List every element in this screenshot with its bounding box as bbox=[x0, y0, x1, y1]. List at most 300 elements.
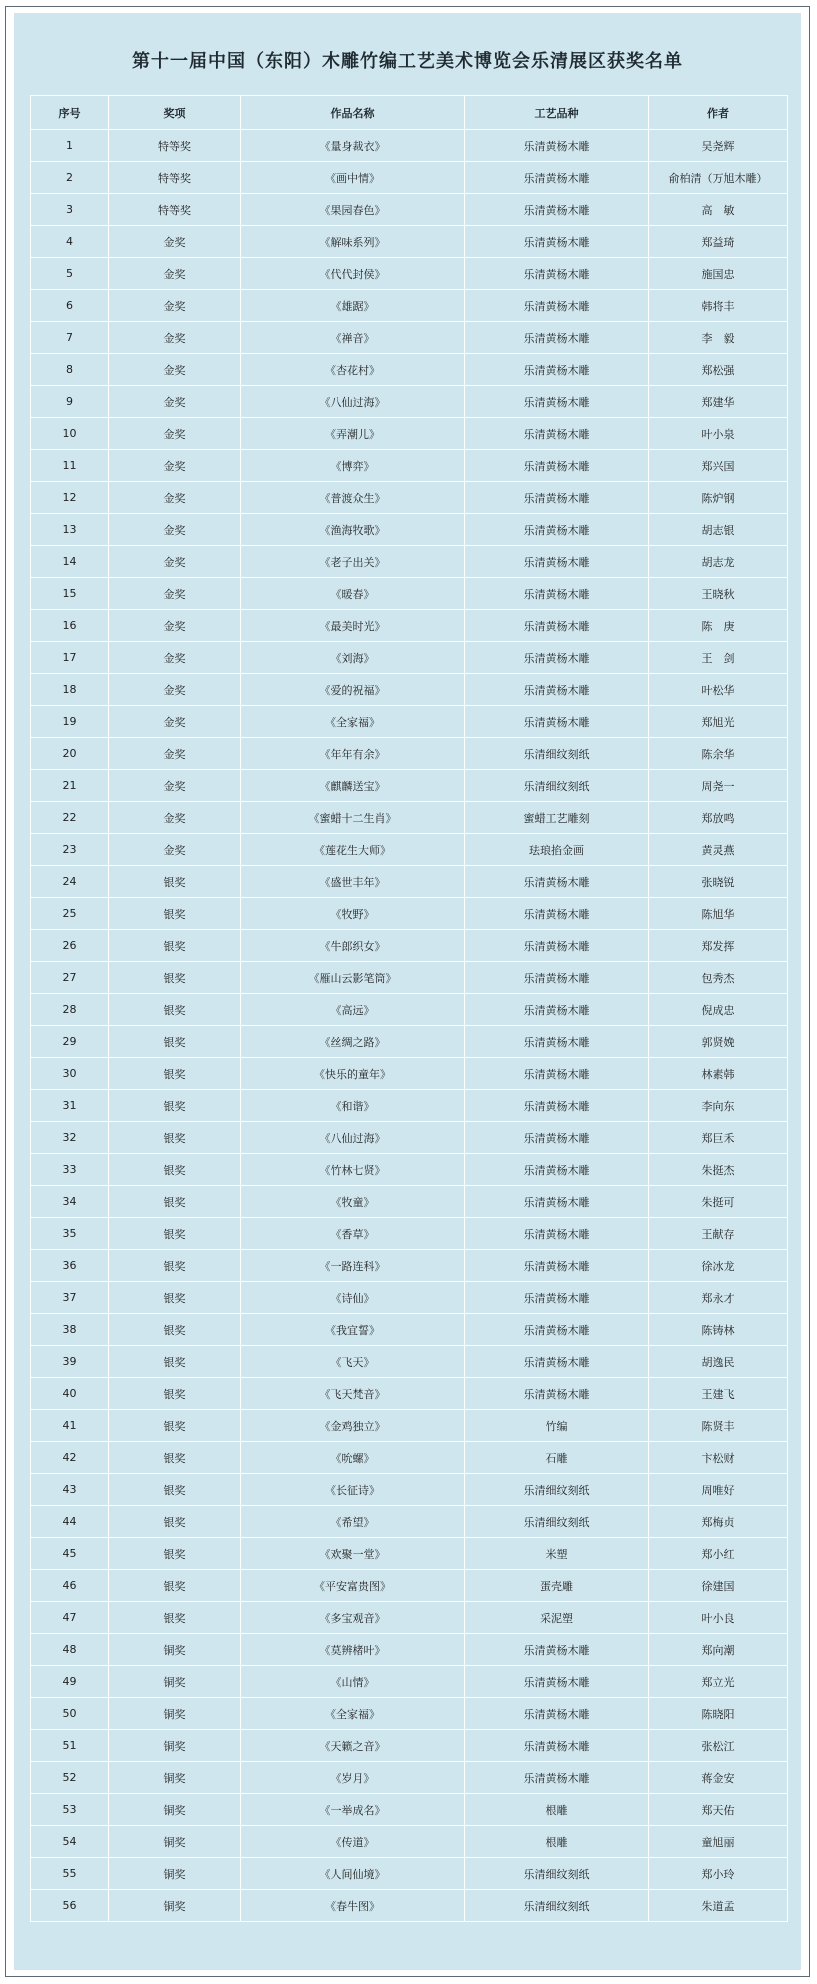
cell-award: 金奖 bbox=[109, 706, 241, 738]
cell-work-title: 《禅音》 bbox=[241, 322, 465, 354]
table-row bbox=[31, 1890, 788, 1922]
cell-index: 17 bbox=[31, 642, 109, 674]
cell-author: 郑小玲 bbox=[649, 1858, 788, 1890]
cell-author: 周尧一 bbox=[649, 770, 788, 802]
cell-work-title: 《多宝观音》 bbox=[241, 1602, 465, 1634]
cell-craft-type: 乐清黄杨木雕 bbox=[465, 1634, 649, 1666]
cell-index: 42 bbox=[31, 1442, 109, 1474]
cell-award: 银奖 bbox=[109, 1250, 241, 1282]
cell-award: 金奖 bbox=[109, 578, 241, 610]
cell-index: 27 bbox=[31, 962, 109, 994]
cell-award: 银奖 bbox=[109, 1090, 241, 1122]
header-award: 奖项 bbox=[109, 96, 241, 130]
cell-author: 郑放鸣 bbox=[649, 802, 788, 834]
cell-work-title: 《和谐》 bbox=[241, 1090, 465, 1122]
cell-index: 31 bbox=[31, 1090, 109, 1122]
table-row bbox=[31, 1218, 788, 1250]
table-row bbox=[31, 1346, 788, 1378]
cell-work-title: 《春牛图》 bbox=[241, 1890, 465, 1922]
cell-author: 郑发挥 bbox=[649, 930, 788, 962]
table-row bbox=[31, 962, 788, 994]
table-row bbox=[31, 1858, 788, 1890]
table-row bbox=[31, 642, 788, 674]
cell-craft-type: 根雕 bbox=[465, 1794, 649, 1826]
table-header-row bbox=[31, 96, 788, 130]
cell-work-title: 《麒麟送宝》 bbox=[241, 770, 465, 802]
cell-work-title: 《八仙过海》 bbox=[241, 386, 465, 418]
cell-author: 张松江 bbox=[649, 1730, 788, 1762]
awards-table bbox=[30, 95, 788, 1922]
cell-craft-type: 乐清黄杨木雕 bbox=[465, 1250, 649, 1282]
cell-award: 银奖 bbox=[109, 866, 241, 898]
cell-award: 银奖 bbox=[109, 1282, 241, 1314]
cell-work-title: 《希望》 bbox=[241, 1506, 465, 1538]
cell-award: 铜奖 bbox=[109, 1826, 241, 1858]
cell-author: 朱道孟 bbox=[649, 1890, 788, 1922]
cell-work-title: 《雄踞》 bbox=[241, 290, 465, 322]
cell-craft-type: 乐清黄杨木雕 bbox=[465, 1666, 649, 1698]
cell-award: 银奖 bbox=[109, 1602, 241, 1634]
cell-work-title: 《香草》 bbox=[241, 1218, 465, 1250]
cell-work-title: 《蜜蜡十二生肖》 bbox=[241, 802, 465, 834]
cell-author: 高 敏 bbox=[649, 194, 788, 226]
cell-work-title: 《牛郎织女》 bbox=[241, 930, 465, 962]
cell-work-title: 《快乐的童年》 bbox=[241, 1058, 465, 1090]
cell-award: 金奖 bbox=[109, 802, 241, 834]
cell-award: 金奖 bbox=[109, 386, 241, 418]
cell-author: 郑益琦 bbox=[649, 226, 788, 258]
cell-author: 朱挺可 bbox=[649, 1186, 788, 1218]
cell-craft-type: 乐清黄杨木雕 bbox=[465, 322, 649, 354]
table-row bbox=[31, 1442, 788, 1474]
cell-author: 郑松强 bbox=[649, 354, 788, 386]
cell-author: 陈 庚 bbox=[649, 610, 788, 642]
cell-work-title: 《盛世丰年》 bbox=[241, 866, 465, 898]
table-row bbox=[31, 354, 788, 386]
cell-index: 30 bbox=[31, 1058, 109, 1090]
cell-work-title: 《牧野》 bbox=[241, 898, 465, 930]
cell-craft-type: 乐清黄杨木雕 bbox=[465, 578, 649, 610]
cell-craft-type: 乐清黄杨木雕 bbox=[465, 290, 649, 322]
table-row bbox=[31, 194, 788, 226]
cell-work-title: 《一举成名》 bbox=[241, 1794, 465, 1826]
cell-craft-type: 乐清细纹刻纸 bbox=[465, 1506, 649, 1538]
cell-author: 王晓秋 bbox=[649, 578, 788, 610]
table-row bbox=[31, 322, 788, 354]
cell-craft-type: 乐清黄杨木雕 bbox=[465, 610, 649, 642]
cell-author: 包秀杰 bbox=[649, 962, 788, 994]
table-row bbox=[31, 1698, 788, 1730]
cell-craft-type: 乐清黄杨木雕 bbox=[465, 642, 649, 674]
table-row bbox=[31, 1602, 788, 1634]
table-row bbox=[31, 770, 788, 802]
cell-craft-type: 乐清黄杨木雕 bbox=[465, 418, 649, 450]
table-row bbox=[31, 1730, 788, 1762]
cell-author: 韩将丰 bbox=[649, 290, 788, 322]
cell-craft-type: 乐清黄杨木雕 bbox=[465, 1698, 649, 1730]
cell-index: 29 bbox=[31, 1026, 109, 1058]
cell-work-title: 《人间仙境》 bbox=[241, 1858, 465, 1890]
cell-award: 特等奖 bbox=[109, 194, 241, 226]
cell-index: 47 bbox=[31, 1602, 109, 1634]
cell-craft-type: 乐清细纹刻纸 bbox=[465, 1890, 649, 1922]
cell-author: 徐冰龙 bbox=[649, 1250, 788, 1282]
cell-craft-type: 乐清黄杨木雕 bbox=[465, 546, 649, 578]
cell-award: 金奖 bbox=[109, 738, 241, 770]
cell-index: 8 bbox=[31, 354, 109, 386]
cell-index: 22 bbox=[31, 802, 109, 834]
cell-work-title: 《金鸡独立》 bbox=[241, 1410, 465, 1442]
table-row bbox=[31, 1378, 788, 1410]
cell-craft-type: 蛋壳雕 bbox=[465, 1570, 649, 1602]
cell-author: 陈晓阳 bbox=[649, 1698, 788, 1730]
cell-index: 19 bbox=[31, 706, 109, 738]
cell-award: 金奖 bbox=[109, 514, 241, 546]
table-row bbox=[31, 898, 788, 930]
cell-craft-type: 乐清黄杨木雕 bbox=[465, 1346, 649, 1378]
table-row bbox=[31, 1506, 788, 1538]
cell-craft-type: 乐清黄杨木雕 bbox=[465, 514, 649, 546]
cell-author: 胡志龙 bbox=[649, 546, 788, 578]
cell-award: 银奖 bbox=[109, 1570, 241, 1602]
cell-author: 朱挺杰 bbox=[649, 1154, 788, 1186]
cell-index: 2 bbox=[31, 162, 109, 194]
cell-work-title: 《欢聚一堂》 bbox=[241, 1538, 465, 1570]
cell-index: 26 bbox=[31, 930, 109, 962]
cell-award: 银奖 bbox=[109, 898, 241, 930]
table-row bbox=[31, 610, 788, 642]
cell-craft-type: 乐清黄杨木雕 bbox=[465, 258, 649, 290]
header-work-title: 作品名称 bbox=[241, 96, 465, 130]
table-body bbox=[31, 130, 788, 1922]
cell-craft-type: 乐清黄杨木雕 bbox=[465, 930, 649, 962]
table-row bbox=[31, 1538, 788, 1570]
cell-work-title: 《诗仙》 bbox=[241, 1282, 465, 1314]
document-frame bbox=[5, 6, 810, 1977]
cell-index: 23 bbox=[31, 834, 109, 866]
cell-index: 11 bbox=[31, 450, 109, 482]
cell-author: 郑兴国 bbox=[649, 450, 788, 482]
cell-award: 银奖 bbox=[109, 1154, 241, 1186]
cell-index: 3 bbox=[31, 194, 109, 226]
cell-craft-type: 乐清黄杨木雕 bbox=[465, 1154, 649, 1186]
cell-index: 38 bbox=[31, 1314, 109, 1346]
table-row bbox=[31, 1122, 788, 1154]
cell-craft-type: 根雕 bbox=[465, 1826, 649, 1858]
cell-index: 9 bbox=[31, 386, 109, 418]
cell-work-title: 《八仙过海》 bbox=[241, 1122, 465, 1154]
cell-index: 44 bbox=[31, 1506, 109, 1538]
document-panel bbox=[14, 13, 801, 1970]
cell-author: 施国忠 bbox=[649, 258, 788, 290]
table-row bbox=[31, 1666, 788, 1698]
cell-craft-type: 乐清黄杨木雕 bbox=[465, 674, 649, 706]
cell-work-title: 《天籁之音》 bbox=[241, 1730, 465, 1762]
cell-award: 金奖 bbox=[109, 674, 241, 706]
cell-craft-type: 乐清黄杨木雕 bbox=[465, 962, 649, 994]
cell-author: 周唯好 bbox=[649, 1474, 788, 1506]
cell-author: 李向东 bbox=[649, 1090, 788, 1122]
cell-work-title: 《高远》 bbox=[241, 994, 465, 1026]
cell-index: 34 bbox=[31, 1186, 109, 1218]
cell-award: 金奖 bbox=[109, 322, 241, 354]
cell-index: 21 bbox=[31, 770, 109, 802]
cell-work-title: 《刘海》 bbox=[241, 642, 465, 674]
table-row bbox=[31, 1090, 788, 1122]
cell-index: 45 bbox=[31, 1538, 109, 1570]
cell-index: 52 bbox=[31, 1762, 109, 1794]
document-title: 第十一届中国（东阳）木雕竹编工艺美术博览会乐清展区获奖名单 bbox=[132, 51, 683, 72]
cell-index: 56 bbox=[31, 1890, 109, 1922]
cell-award: 银奖 bbox=[109, 1378, 241, 1410]
table-row bbox=[31, 706, 788, 738]
cell-author: 郑小红 bbox=[649, 1538, 788, 1570]
cell-index: 13 bbox=[31, 514, 109, 546]
cell-index: 40 bbox=[31, 1378, 109, 1410]
cell-index: 14 bbox=[31, 546, 109, 578]
cell-award: 银奖 bbox=[109, 1506, 241, 1538]
cell-award: 金奖 bbox=[109, 642, 241, 674]
cell-craft-type: 乐清黄杨木雕 bbox=[465, 1314, 649, 1346]
cell-award: 银奖 bbox=[109, 1186, 241, 1218]
cell-work-title: 《博弈》 bbox=[241, 450, 465, 482]
cell-craft-type: 乐清黄杨木雕 bbox=[465, 1058, 649, 1090]
cell-work-title: 《量身裁衣》 bbox=[241, 130, 465, 162]
cell-author: 郑巨禾 bbox=[649, 1122, 788, 1154]
table-row bbox=[31, 1826, 788, 1858]
table-row bbox=[31, 1794, 788, 1826]
cell-craft-type: 竹编 bbox=[465, 1410, 649, 1442]
cell-award: 铜奖 bbox=[109, 1634, 241, 1666]
cell-award: 银奖 bbox=[109, 1218, 241, 1250]
cell-index: 18 bbox=[31, 674, 109, 706]
cell-craft-type: 乐清黄杨木雕 bbox=[465, 1026, 649, 1058]
cell-craft-type: 乐清黄杨木雕 bbox=[465, 162, 649, 194]
cell-author: 陈贤丰 bbox=[649, 1410, 788, 1442]
cell-craft-type: 珐琅掐金画 bbox=[465, 834, 649, 866]
cell-craft-type: 乐清黄杨木雕 bbox=[465, 866, 649, 898]
cell-author: 王建飞 bbox=[649, 1378, 788, 1410]
cell-award: 银奖 bbox=[109, 1314, 241, 1346]
cell-author: 黄灵燕 bbox=[649, 834, 788, 866]
cell-index: 41 bbox=[31, 1410, 109, 1442]
cell-author: 胡逸民 bbox=[649, 1346, 788, 1378]
cell-index: 15 bbox=[31, 578, 109, 610]
cell-index: 39 bbox=[31, 1346, 109, 1378]
cell-work-title: 《最美时光》 bbox=[241, 610, 465, 642]
cell-author: 叶小良 bbox=[649, 1602, 788, 1634]
cell-award: 金奖 bbox=[109, 482, 241, 514]
cell-index: 35 bbox=[31, 1218, 109, 1250]
cell-author: 陈旭华 bbox=[649, 898, 788, 930]
cell-craft-type: 乐清黄杨木雕 bbox=[465, 450, 649, 482]
cell-index: 54 bbox=[31, 1826, 109, 1858]
table-row bbox=[31, 1154, 788, 1186]
cell-index: 24 bbox=[31, 866, 109, 898]
cell-author: 李 毅 bbox=[649, 322, 788, 354]
cell-award: 金奖 bbox=[109, 354, 241, 386]
cell-author: 吴尧辉 bbox=[649, 130, 788, 162]
cell-author: 郑旭光 bbox=[649, 706, 788, 738]
cell-craft-type: 乐清黄杨木雕 bbox=[465, 226, 649, 258]
cell-author: 郑天佑 bbox=[649, 1794, 788, 1826]
cell-work-title: 《暖春》 bbox=[241, 578, 465, 610]
cell-craft-type: 乐清黄杨木雕 bbox=[465, 1378, 649, 1410]
table-row bbox=[31, 1634, 788, 1666]
table-row bbox=[31, 1026, 788, 1058]
table-row bbox=[31, 578, 788, 610]
cell-award: 金奖 bbox=[109, 770, 241, 802]
table-row bbox=[31, 258, 788, 290]
cell-craft-type: 乐清黄杨木雕 bbox=[465, 1762, 649, 1794]
cell-award: 银奖 bbox=[109, 1442, 241, 1474]
cell-award: 铜奖 bbox=[109, 1890, 241, 1922]
cell-craft-type: 石雕 bbox=[465, 1442, 649, 1474]
cell-work-title: 《平安富贵图》 bbox=[241, 1570, 465, 1602]
table-row bbox=[31, 1410, 788, 1442]
cell-work-title: 《长征诗》 bbox=[241, 1474, 465, 1506]
table-row bbox=[31, 450, 788, 482]
cell-work-title: 《吮螺》 bbox=[241, 1442, 465, 1474]
cell-work-title: 《一路连科》 bbox=[241, 1250, 465, 1282]
cell-award: 金奖 bbox=[109, 290, 241, 322]
table-row bbox=[31, 386, 788, 418]
cell-craft-type: 乐清黄杨木雕 bbox=[465, 130, 649, 162]
cell-award: 银奖 bbox=[109, 1410, 241, 1442]
cell-index: 43 bbox=[31, 1474, 109, 1506]
cell-craft-type: 乐清黄杨木雕 bbox=[465, 994, 649, 1026]
cell-work-title: 《解味系列》 bbox=[241, 226, 465, 258]
table-row bbox=[31, 546, 788, 578]
table-row bbox=[31, 514, 788, 546]
cell-work-title: 《岁月》 bbox=[241, 1762, 465, 1794]
cell-award: 铜奖 bbox=[109, 1698, 241, 1730]
cell-work-title: 《我宜誓》 bbox=[241, 1314, 465, 1346]
cell-author: 王 剑 bbox=[649, 642, 788, 674]
cell-award: 金奖 bbox=[109, 226, 241, 258]
cell-craft-type: 乐清黄杨木雕 bbox=[465, 354, 649, 386]
cell-index: 6 bbox=[31, 290, 109, 322]
cell-craft-type: 乐清黄杨木雕 bbox=[465, 898, 649, 930]
cell-craft-type: 乐清黄杨木雕 bbox=[465, 1186, 649, 1218]
table-row bbox=[31, 674, 788, 706]
table-row bbox=[31, 1570, 788, 1602]
cell-author: 郑建华 bbox=[649, 386, 788, 418]
cell-author: 俞柏清（万旭木雕） bbox=[649, 162, 788, 194]
cell-author: 郑梅贞 bbox=[649, 1506, 788, 1538]
table-row bbox=[31, 1250, 788, 1282]
cell-award: 银奖 bbox=[109, 1122, 241, 1154]
cell-index: 25 bbox=[31, 898, 109, 930]
cell-index: 12 bbox=[31, 482, 109, 514]
cell-award: 铜奖 bbox=[109, 1762, 241, 1794]
cell-award: 银奖 bbox=[109, 1058, 241, 1090]
cell-author: 叶松华 bbox=[649, 674, 788, 706]
cell-author: 蒋金安 bbox=[649, 1762, 788, 1794]
cell-craft-type: 乐清黄杨木雕 bbox=[465, 1730, 649, 1762]
cell-craft-type: 乐清细纹刻纸 bbox=[465, 770, 649, 802]
cell-award: 铜奖 bbox=[109, 1666, 241, 1698]
cell-award: 金奖 bbox=[109, 610, 241, 642]
cell-work-title: 《传道》 bbox=[241, 1826, 465, 1858]
cell-craft-type: 乐清黄杨木雕 bbox=[465, 1090, 649, 1122]
cell-work-title: 《牧童》 bbox=[241, 1186, 465, 1218]
cell-work-title: 《老子出关》 bbox=[241, 546, 465, 578]
cell-author: 叶小泉 bbox=[649, 418, 788, 450]
cell-work-title: 《飞天》 bbox=[241, 1346, 465, 1378]
cell-author: 倪成忠 bbox=[649, 994, 788, 1026]
cell-index: 51 bbox=[31, 1730, 109, 1762]
cell-craft-type: 蜜蜡工艺雕刻 bbox=[465, 802, 649, 834]
table-row bbox=[31, 834, 788, 866]
cell-award: 铜奖 bbox=[109, 1858, 241, 1890]
table-row bbox=[31, 930, 788, 962]
cell-index: 50 bbox=[31, 1698, 109, 1730]
cell-work-title: 《画中情》 bbox=[241, 162, 465, 194]
cell-index: 46 bbox=[31, 1570, 109, 1602]
cell-author: 卞松财 bbox=[649, 1442, 788, 1474]
table-row bbox=[31, 866, 788, 898]
table-row bbox=[31, 1314, 788, 1346]
cell-work-title: 《年年有余》 bbox=[241, 738, 465, 770]
cell-award: 银奖 bbox=[109, 1538, 241, 1570]
cell-craft-type: 乐清黄杨木雕 bbox=[465, 194, 649, 226]
cell-award: 银奖 bbox=[109, 1474, 241, 1506]
table-row bbox=[31, 162, 788, 194]
cell-award: 金奖 bbox=[109, 834, 241, 866]
cell-award: 铜奖 bbox=[109, 1794, 241, 1826]
cell-index: 49 bbox=[31, 1666, 109, 1698]
header-craft-type: 工艺品种 bbox=[465, 96, 649, 130]
cell-craft-type: 采泥塑 bbox=[465, 1602, 649, 1634]
cell-index: 28 bbox=[31, 994, 109, 1026]
cell-craft-type: 乐清黄杨木雕 bbox=[465, 482, 649, 514]
table-row bbox=[31, 1762, 788, 1794]
cell-index: 33 bbox=[31, 1154, 109, 1186]
cell-award: 特等奖 bbox=[109, 162, 241, 194]
header-author: 作者 bbox=[649, 96, 788, 130]
cell-work-title: 《普渡众生》 bbox=[241, 482, 465, 514]
cell-author: 张晓锐 bbox=[649, 866, 788, 898]
cell-work-title: 《果园春色》 bbox=[241, 194, 465, 226]
cell-work-title: 《代代封侯》 bbox=[241, 258, 465, 290]
cell-index: 36 bbox=[31, 1250, 109, 1282]
cell-index: 53 bbox=[31, 1794, 109, 1826]
cell-work-title: 《莫辨楮叶》 bbox=[241, 1634, 465, 1666]
cell-award: 银奖 bbox=[109, 962, 241, 994]
cell-author: 陈余华 bbox=[649, 738, 788, 770]
cell-award: 金奖 bbox=[109, 450, 241, 482]
cell-index: 48 bbox=[31, 1634, 109, 1666]
cell-author: 郑立光 bbox=[649, 1666, 788, 1698]
cell-work-title: 《弄潮儿》 bbox=[241, 418, 465, 450]
cell-author: 郑永才 bbox=[649, 1282, 788, 1314]
cell-index: 4 bbox=[31, 226, 109, 258]
cell-craft-type: 乐清黄杨木雕 bbox=[465, 386, 649, 418]
table-row bbox=[31, 738, 788, 770]
cell-craft-type: 乐清黄杨木雕 bbox=[465, 706, 649, 738]
cell-award: 银奖 bbox=[109, 1026, 241, 1058]
table-row bbox=[31, 1282, 788, 1314]
table-row bbox=[31, 482, 788, 514]
cell-craft-type: 乐清细纹刻纸 bbox=[465, 1858, 649, 1890]
cell-index: 5 bbox=[31, 258, 109, 290]
table-row bbox=[31, 1186, 788, 1218]
cell-work-title: 《山情》 bbox=[241, 1666, 465, 1698]
cell-author: 胡志银 bbox=[649, 514, 788, 546]
cell-craft-type: 乐清黄杨木雕 bbox=[465, 1218, 649, 1250]
table-row bbox=[31, 1474, 788, 1506]
